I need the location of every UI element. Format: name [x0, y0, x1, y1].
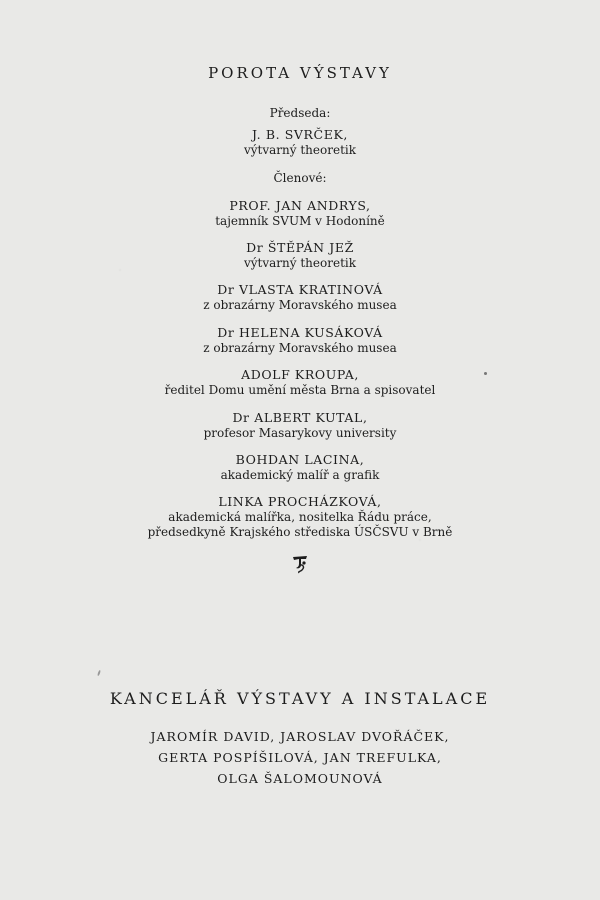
member-desc: akademický malíř a grafik — [220, 468, 380, 482]
office-line: GERTA POSPÍŠILOVÁ, JAN TREFULKA, — [158, 750, 442, 765]
member-name: Dr ALBERT KUTAL, — [232, 410, 368, 425]
jury-title: POROTA VÝSTAVY — [208, 64, 392, 82]
office-staff — [0, 726, 600, 789]
member-desc: z obrazárny Moravského musea — [203, 341, 397, 355]
chair-desc: výtvarný theoretik — [243, 143, 357, 157]
member-entry — [0, 410, 600, 441]
member-name: ADOLF KROUPA, — [241, 367, 359, 382]
member-desc: z obrazárny Moravského musea — [203, 298, 397, 312]
member-name: BOHDAN LACINA, — [235, 452, 365, 467]
member-name: Dr VLASTA KRATINOVÁ — [217, 282, 383, 297]
paper-mark — [97, 670, 101, 676]
chair-name: J. B. SVRČEK, — [252, 127, 348, 142]
member-desc: ředitel Domu umění města Brna a spisovatel — [164, 383, 436, 397]
member-desc: akademická malířka, nositelka Řádu práce, — [168, 510, 432, 524]
chair-section — [0, 106, 600, 158]
member-desc: profesor Masarykovy university — [203, 426, 397, 440]
office-title: KANCELÁŘ VÝSTAVY A INSTALACE — [109, 689, 491, 708]
member-entry — [0, 198, 600, 229]
members-label: Členové: — [273, 171, 327, 185]
chair-label: Předseda: — [269, 106, 331, 120]
member-name: PROF. JAN ANDRYS, — [229, 198, 371, 213]
member-desc: výtvarný theoretik — [243, 256, 357, 270]
member-name: Dr HELENA KUSÁKOVÁ — [217, 325, 383, 340]
office-line: JAROMÍR DAVID, JAROSLAV DVOŘÁČEK, — [150, 729, 450, 744]
member-entry — [0, 325, 600, 356]
member-entry — [0, 240, 600, 271]
member-entry — [0, 367, 600, 398]
member-name: Dr ŠTĚPÁN JEŽ — [246, 240, 354, 255]
members-label-section — [0, 171, 600, 186]
office-line: OLGA ŠALOMOUNOVÁ — [217, 771, 383, 786]
member-entry — [0, 494, 600, 540]
member-desc: předsedkyně Krajského střediska ÚSČSVU v Brně — [147, 525, 453, 539]
member-desc: tajemník SVUM v Hodoníně — [215, 214, 385, 228]
member-name: LINKA PROCHÁZKOVÁ, — [218, 494, 382, 509]
member-entry — [0, 282, 600, 313]
printer-fleuron-icon — [290, 553, 310, 575]
paper-speck — [484, 372, 487, 375]
member-entry — [0, 452, 600, 483]
